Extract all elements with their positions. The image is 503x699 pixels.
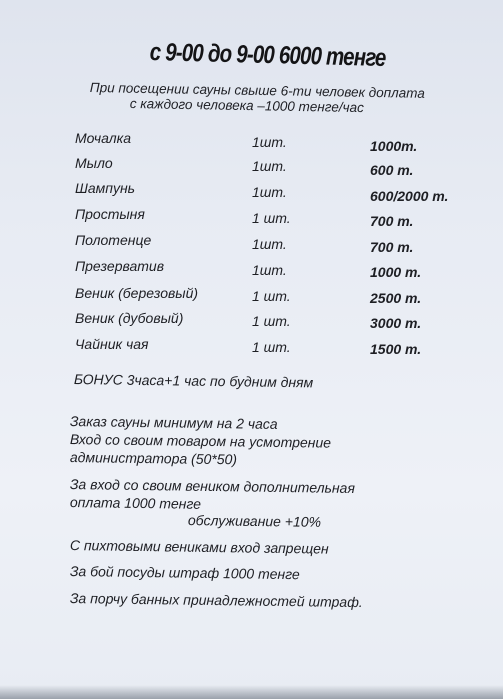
item-qty: 1 шт. bbox=[252, 288, 291, 304]
item-name: Веник (березовый) bbox=[75, 285, 199, 301]
bonus-note: БОНУС 3часа+1 час по будним дням bbox=[73, 371, 314, 391]
damage-fine-note: За порчу банных принадлежностей штраф. bbox=[69, 590, 363, 611]
item-name: Полотенце bbox=[75, 232, 152, 248]
service-fee-note: обслуживание +10% bbox=[187, 512, 322, 530]
price-row bbox=[0, 130, 503, 154]
item-name: Презерватив bbox=[75, 258, 165, 274]
page-title: с 9-00 до 9-00 6000 тенге bbox=[149, 38, 386, 73]
own-goods-note-line-2: администратора (50*50) bbox=[69, 449, 238, 468]
item-price: 1000т. bbox=[370, 138, 418, 154]
price-row bbox=[0, 232, 503, 255]
price-row bbox=[0, 180, 503, 204]
fir-brooms-note: С пихтовыми вениками вход запрещен bbox=[69, 537, 329, 557]
price-row bbox=[0, 258, 503, 278]
own-broom-note-line-2: оплата 1000 тенге bbox=[69, 494, 202, 512]
own-broom-note-line-1: За вход со своим веником дополнительная bbox=[69, 476, 356, 496]
item-name: Шампунь bbox=[75, 180, 136, 196]
item-qty: 1 шт. bbox=[252, 313, 291, 329]
item-name: Мыло bbox=[75, 155, 113, 171]
min-order-note: Заказ сауны минимум на 2 часа bbox=[69, 413, 278, 432]
item-qty: 1шт. bbox=[252, 236, 287, 252]
item-price: 600/2000 т. bbox=[370, 188, 449, 204]
dishes-fine-note: За бой посуды штраф 1000 тенге bbox=[69, 563, 300, 583]
item-qty: 1шт. bbox=[252, 158, 287, 174]
own-goods-note-line-1: Вход со своим товаром на усмотрение bbox=[69, 431, 332, 451]
price-row bbox=[0, 310, 503, 330]
price-row bbox=[0, 206, 503, 229]
item-price: 700 т. bbox=[370, 239, 414, 255]
item-price: 700 т. bbox=[370, 213, 414, 229]
item-qty: 1 шт. bbox=[252, 210, 291, 226]
item-price: 3000 т. bbox=[370, 315, 422, 331]
item-qty: 1шт. bbox=[252, 134, 287, 150]
item-qty: 1шт. bbox=[252, 184, 287, 200]
item-qty: 1 шт. bbox=[252, 339, 291, 355]
item-price: 600 т. bbox=[370, 162, 414, 178]
subtitle-line-2: с каждого человека –1000 тенге/час bbox=[129, 96, 364, 116]
item-name: Веник (дубовый) bbox=[75, 310, 184, 326]
item-name: Чайник чая bbox=[75, 336, 149, 352]
item-qty: 1шт. bbox=[252, 262, 287, 278]
item-name: Простыня bbox=[75, 206, 145, 222]
paper-edge-shadow bbox=[0, 685, 503, 699]
subtitle-line-1: При посещении сауны свыше 6-ти человек доплата bbox=[89, 80, 425, 101]
item-name: Мочалка bbox=[75, 130, 131, 146]
price-row bbox=[0, 285, 503, 305]
price-row bbox=[0, 155, 503, 178]
price-row bbox=[0, 336, 503, 356]
item-price: 2500 т. bbox=[370, 290, 422, 306]
item-price: 1000 т. bbox=[370, 264, 422, 280]
item-price: 1500 т. bbox=[370, 341, 422, 357]
